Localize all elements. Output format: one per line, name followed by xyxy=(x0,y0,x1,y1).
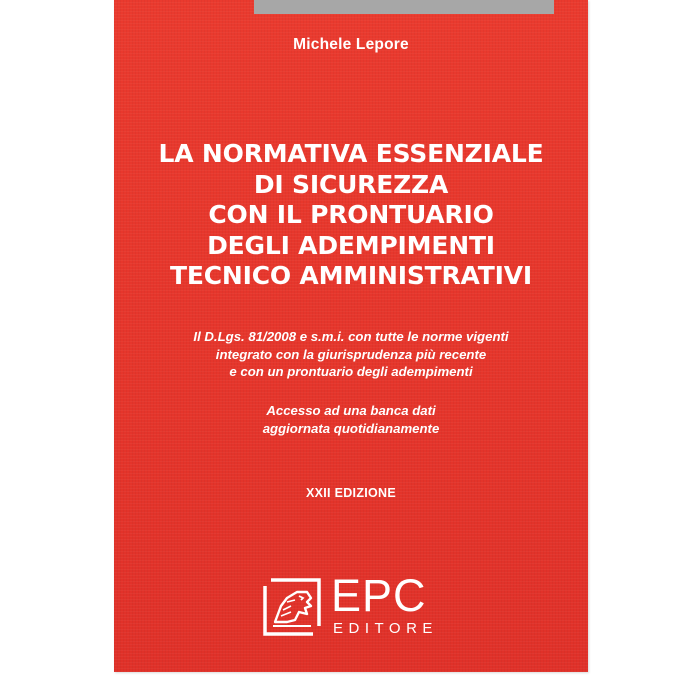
subtitle-line: e con un prontuario degli adempimenti xyxy=(229,364,473,379)
subtitle-line: Il D.Lgs. 81/2008 e s.m.i. con tutte le norme vigenti xyxy=(193,329,509,344)
subtitle-line: integrato con la giurisprudenza più recente xyxy=(215,346,487,362)
book-subtitle xyxy=(114,328,588,381)
author-name: Michele Lepore xyxy=(293,36,409,53)
epc-lion-logo-icon xyxy=(261,576,323,638)
publisher-subname: EDITORE xyxy=(333,620,438,637)
publisher-logo xyxy=(261,570,451,642)
access-line: Accesso ad una banca dati xyxy=(266,403,436,418)
book-cover xyxy=(114,0,588,672)
cover-top-band xyxy=(254,0,554,14)
title-line: CON IL PRONTUARIO xyxy=(208,200,494,229)
publisher-name: EPC xyxy=(331,570,427,621)
edition-label: XXII EDIZIONE xyxy=(305,486,397,500)
title-line: LA NORMATIVA ESSENZIALE xyxy=(158,139,544,168)
database-access-note xyxy=(114,402,588,437)
access-line: aggiornata quotidianamente xyxy=(262,420,440,436)
title-line: DEGLI ADEMPIMENTI xyxy=(207,230,495,260)
book-title xyxy=(114,139,588,292)
title-line: TECNICO AMMINISTRATIVI xyxy=(170,261,532,290)
title-line: DI SICUREZZA xyxy=(253,169,449,199)
